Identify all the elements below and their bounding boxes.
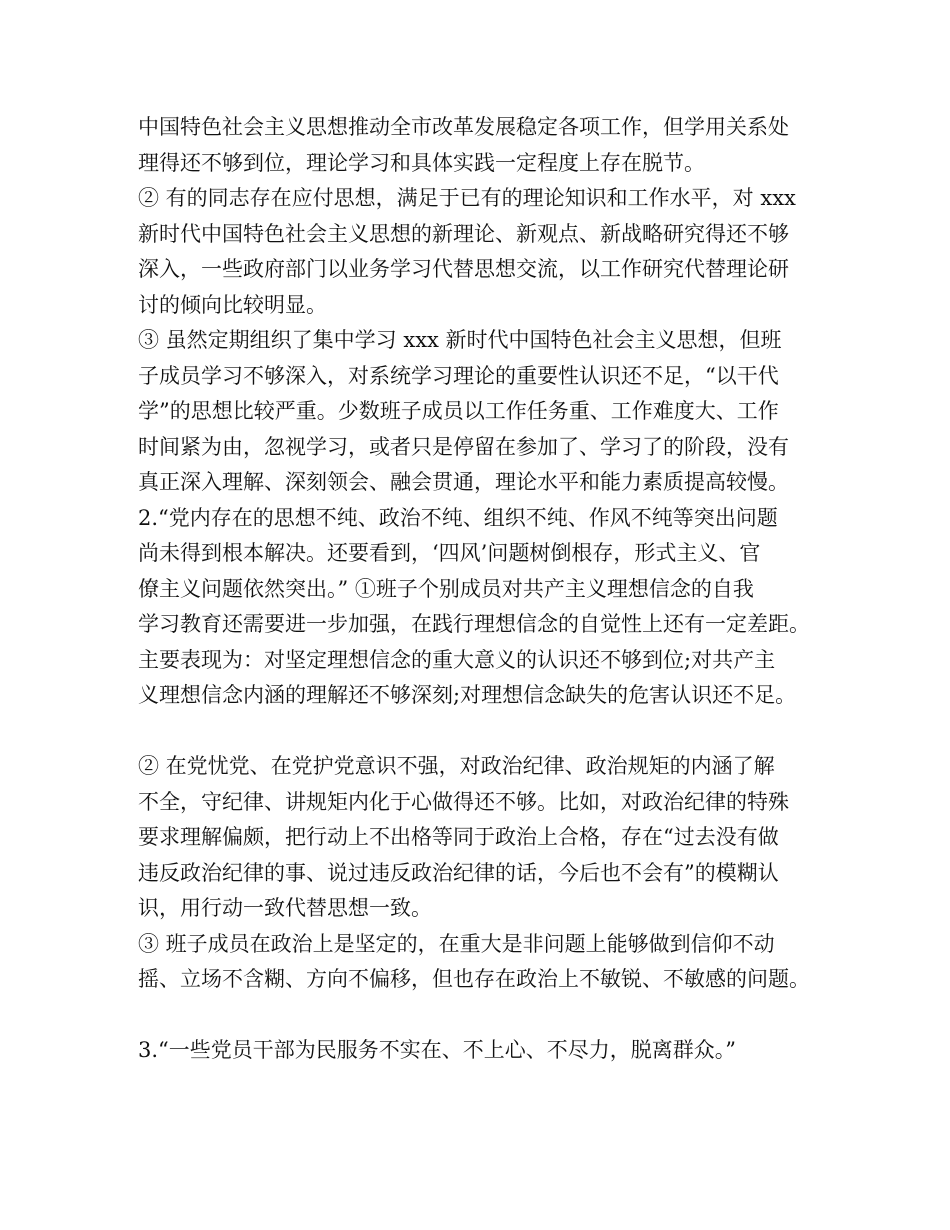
- paragraph-gap: [138, 714, 828, 750]
- text-line: 真正深入理解、深刻领会、融会贯通，理论水平和能力素质提高较慢。: [138, 470, 789, 494]
- document-body: [138, 110, 828, 1069]
- text-line: ② 有的同志存在应付思想，满足于已有的理论知识和工作水平，对 xxx: [138, 186, 796, 210]
- text-line: 学”的思想比较严重。少数班子成员以工作任务重、工作难度大、工作: [138, 399, 779, 423]
- text-line: 讨的倾向比较明显。: [138, 292, 327, 317]
- text-line: 违反政治纪律的事、说过违反政治纪律的话，今后也不会有”的模糊认: [138, 860, 779, 885]
- text-line: ③ 班子成员在政治上是坚定的，在重大是非问题上能够做到信仰不动: [138, 931, 775, 956]
- text-line: ② 在党忧党、在党护党意识不强，对政治纪律、政治规矩的内涵了解: [138, 754, 775, 778]
- text-line: 新时代中国特色社会主义思想的新理论、新观点、新战略研究得还不够: [138, 221, 789, 246]
- text-line: 深入，一些政府部门以业务学习代替思想交流，以工作研究代替理论研: [138, 257, 789, 281]
- text-line: 时间紧为由，忽视学习，或者只是停留在参加了、学习了的阶段，没有: [138, 434, 789, 459]
- text-line: 尚未得到根本解决。还要看到，‘四风’问题树倒根存，形式主义、官: [138, 541, 761, 565]
- text-line: 摇、立场不含糊、方向不偏移，但也存在政治上不敏锐、不敏感的问题。: [138, 967, 810, 991]
- text-line: 主要表现为：对坚定理想信念的重大意义的认识还不够到位;对共产主: [138, 647, 776, 672]
- text-line: 识，用行动一致代替思想一致。: [138, 896, 432, 920]
- text-line: 要求理解偏颇，把行动上不出格等同于政治上合格，存在“过去没有做: [138, 825, 779, 849]
- text-line: 2.“党内存在的思想不纯、政治不纯、组织不纯、作风不纯等突出问题: [138, 505, 778, 530]
- text-line: 3.“一些党员干部为民服务不实在、不上心、不尽力，脱离群众。”: [138, 1038, 737, 1062]
- text-line: 义理想信念内涵的理解还不够深刻;对理想信念缺失的危害认识还不足。: [138, 683, 797, 707]
- text-line: 不全，守纪律、讲规矩内化于心做得还不够。比如，对政治纪律的特殊: [138, 789, 789, 814]
- text-line: 子成员学习不够深入，对系统学习理论的重要性认识还不足，“以干代: [138, 363, 779, 388]
- text-line: 僚主义问题依然突出。” ①班子个别成员对共产主义理想信念的自我: [138, 576, 754, 601]
- text-line: 学习教育还需要进一步加强，在践行理想信念的自觉性上还有一定差距。: [138, 612, 810, 636]
- text-line: 理得还不够到位，理论学习和具体实践一定程度上存在脱节。: [138, 150, 705, 175]
- text-line: 中国特色社会主义思想推动全市改革发展稳定各项工作，但学用关系处: [138, 115, 789, 139]
- paragraph-gap: [138, 998, 828, 1034]
- text-line: ③ 虽然定期组织了集中学习 xxx 新时代中国特色社会主义思想，但班: [138, 328, 782, 352]
